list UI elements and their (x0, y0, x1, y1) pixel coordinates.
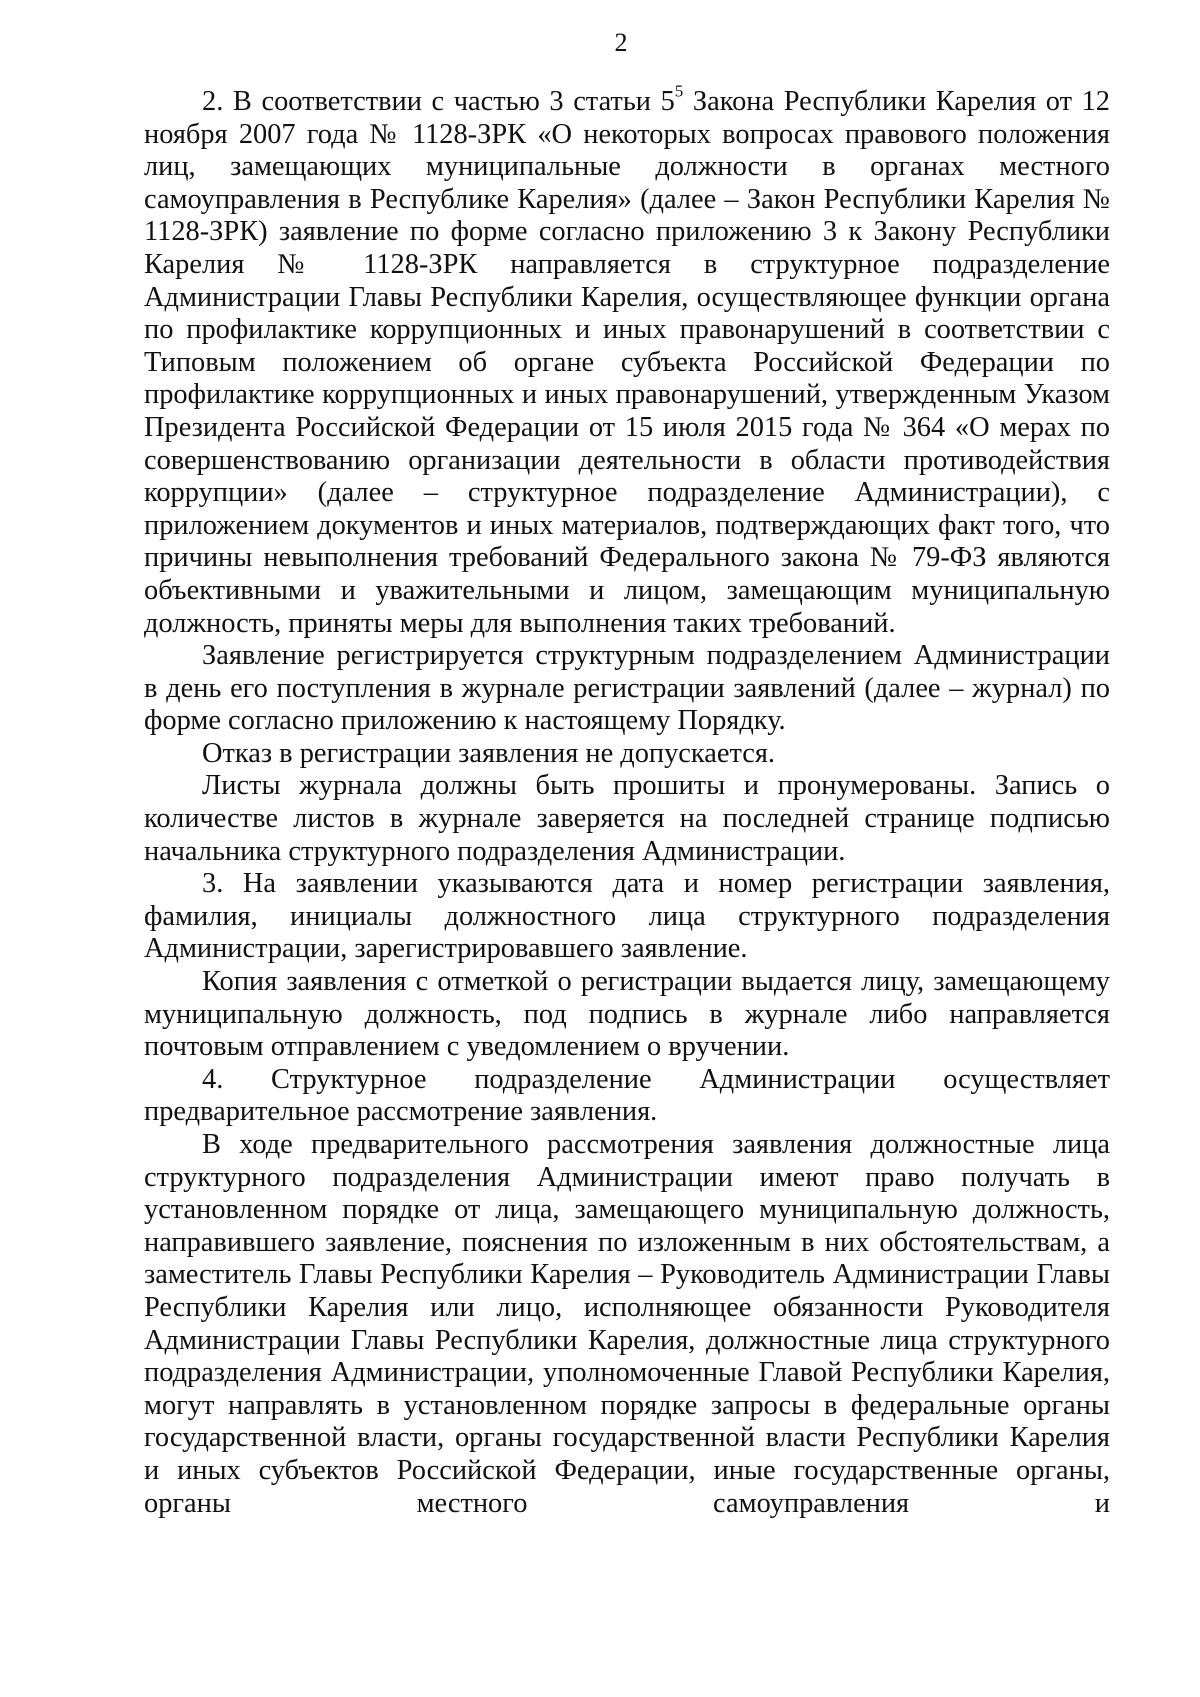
paragraph-2-body: Закона Республики Карелия от 12 ноября 2007 года № 1128-ЗРК «О некоторых вопросах правового положения лиц, замещающих муниципальные должности в органах местного самоуправления в Республике Карелия» (далее – Закон Республики Карелия № 1128-ЗРК) заявление по форме согласно приложению 3 к Закону Республики Карелия № 1128-ЗРК направляется в структурное подразделение Администрации Главы Республики Карелия, осуществляющее функции органа по профилактике коррупционных и иных правонарушений в соответствии с Типовым положением об органе субъекта Российской Федерации по профилактике коррупционных и иных правонарушений, утвержденным Указом Президента Российской Федерации от 15 июля 2015 года № 364 «О мерах по совершенствованию организации деятельности в области противодействия коррупции» (далее – структурное подразделение Администрации), с приложением документов и иных материалов, подтверждающих факт того, что причины невыполнения требований Федерального закона № 79-ФЗ являются объективными и уважительными и лицом, замещающим муниципальную должность, приняты меры для выполнения таких требований. (144, 86, 1110, 639)
paragraph-preliminary-review: В ходе предварительного рассмотрения заявления должностные лица структурного подразделения Администрации имеют право получать в установленном порядке от лица, замещающего муниципальную должность, направившего заявление, пояснения по изложенным в них обстоятельствам, а заместитель Главы Республики Карелия – Руководитель Администрации Главы Республики Карелия или лицо, исполняющее обязанности Руководителя Администрации Главы Республики Карелия, должностные лица структурного подразделения Администрации, уполномоченные Главой Республики Карелия, могут направлять в установленном порядке запросы в федеральные органы государственной власти, органы государственной власти Республики Карелия и иных субъектов Российской Федерации, иные государственные органы, органы местного самоуправления и (144, 1129, 1110, 1519)
paragraph-refusal: Отказ в регистрации заявления не допускается. (202, 737, 775, 769)
paragraph-journal-sheets: Листы журнала должны быть прошиты и пронумерованы. Запись о количестве листов в журнале заверяется на последней странице подписью начальника структурного подразделения Администрации. (144, 770, 1110, 867)
paragraph-2 (144, 81, 1110, 640)
article-superscript: 5 (674, 81, 684, 101)
document-body (144, 81, 1110, 1520)
paragraph-3: 3. На заявлении указываются дата и номер регистрации заявления, фамилия, инициалы должностного лица структурного подразделения Администрации, зарегистрировавшего заявление. (144, 868, 1110, 965)
paragraph-2-lead: 2. В соответствии с частью 3 статьи 5 (202, 86, 675, 117)
paragraph-copy: Копия заявления с отметкой о регистрации выдается лицу, замещающему муниципальную должность, под подпись в журнале либо направляется почтовым отправлением с уведомлением о вручении. (144, 966, 1110, 1063)
page-number: 2 (614, 28, 628, 57)
paragraph-4: 4. Структурное подразделение Администрации осуществляет предварительное рассмотрение заявления. (144, 1063, 1110, 1128)
paragraph-registration: Заявление регистрируется структурным подразделением Администрации в день его поступления в журнале регистрации заявлений (далее – журнал) по форме согласно приложению к настоящему Порядку. (144, 640, 1110, 737)
